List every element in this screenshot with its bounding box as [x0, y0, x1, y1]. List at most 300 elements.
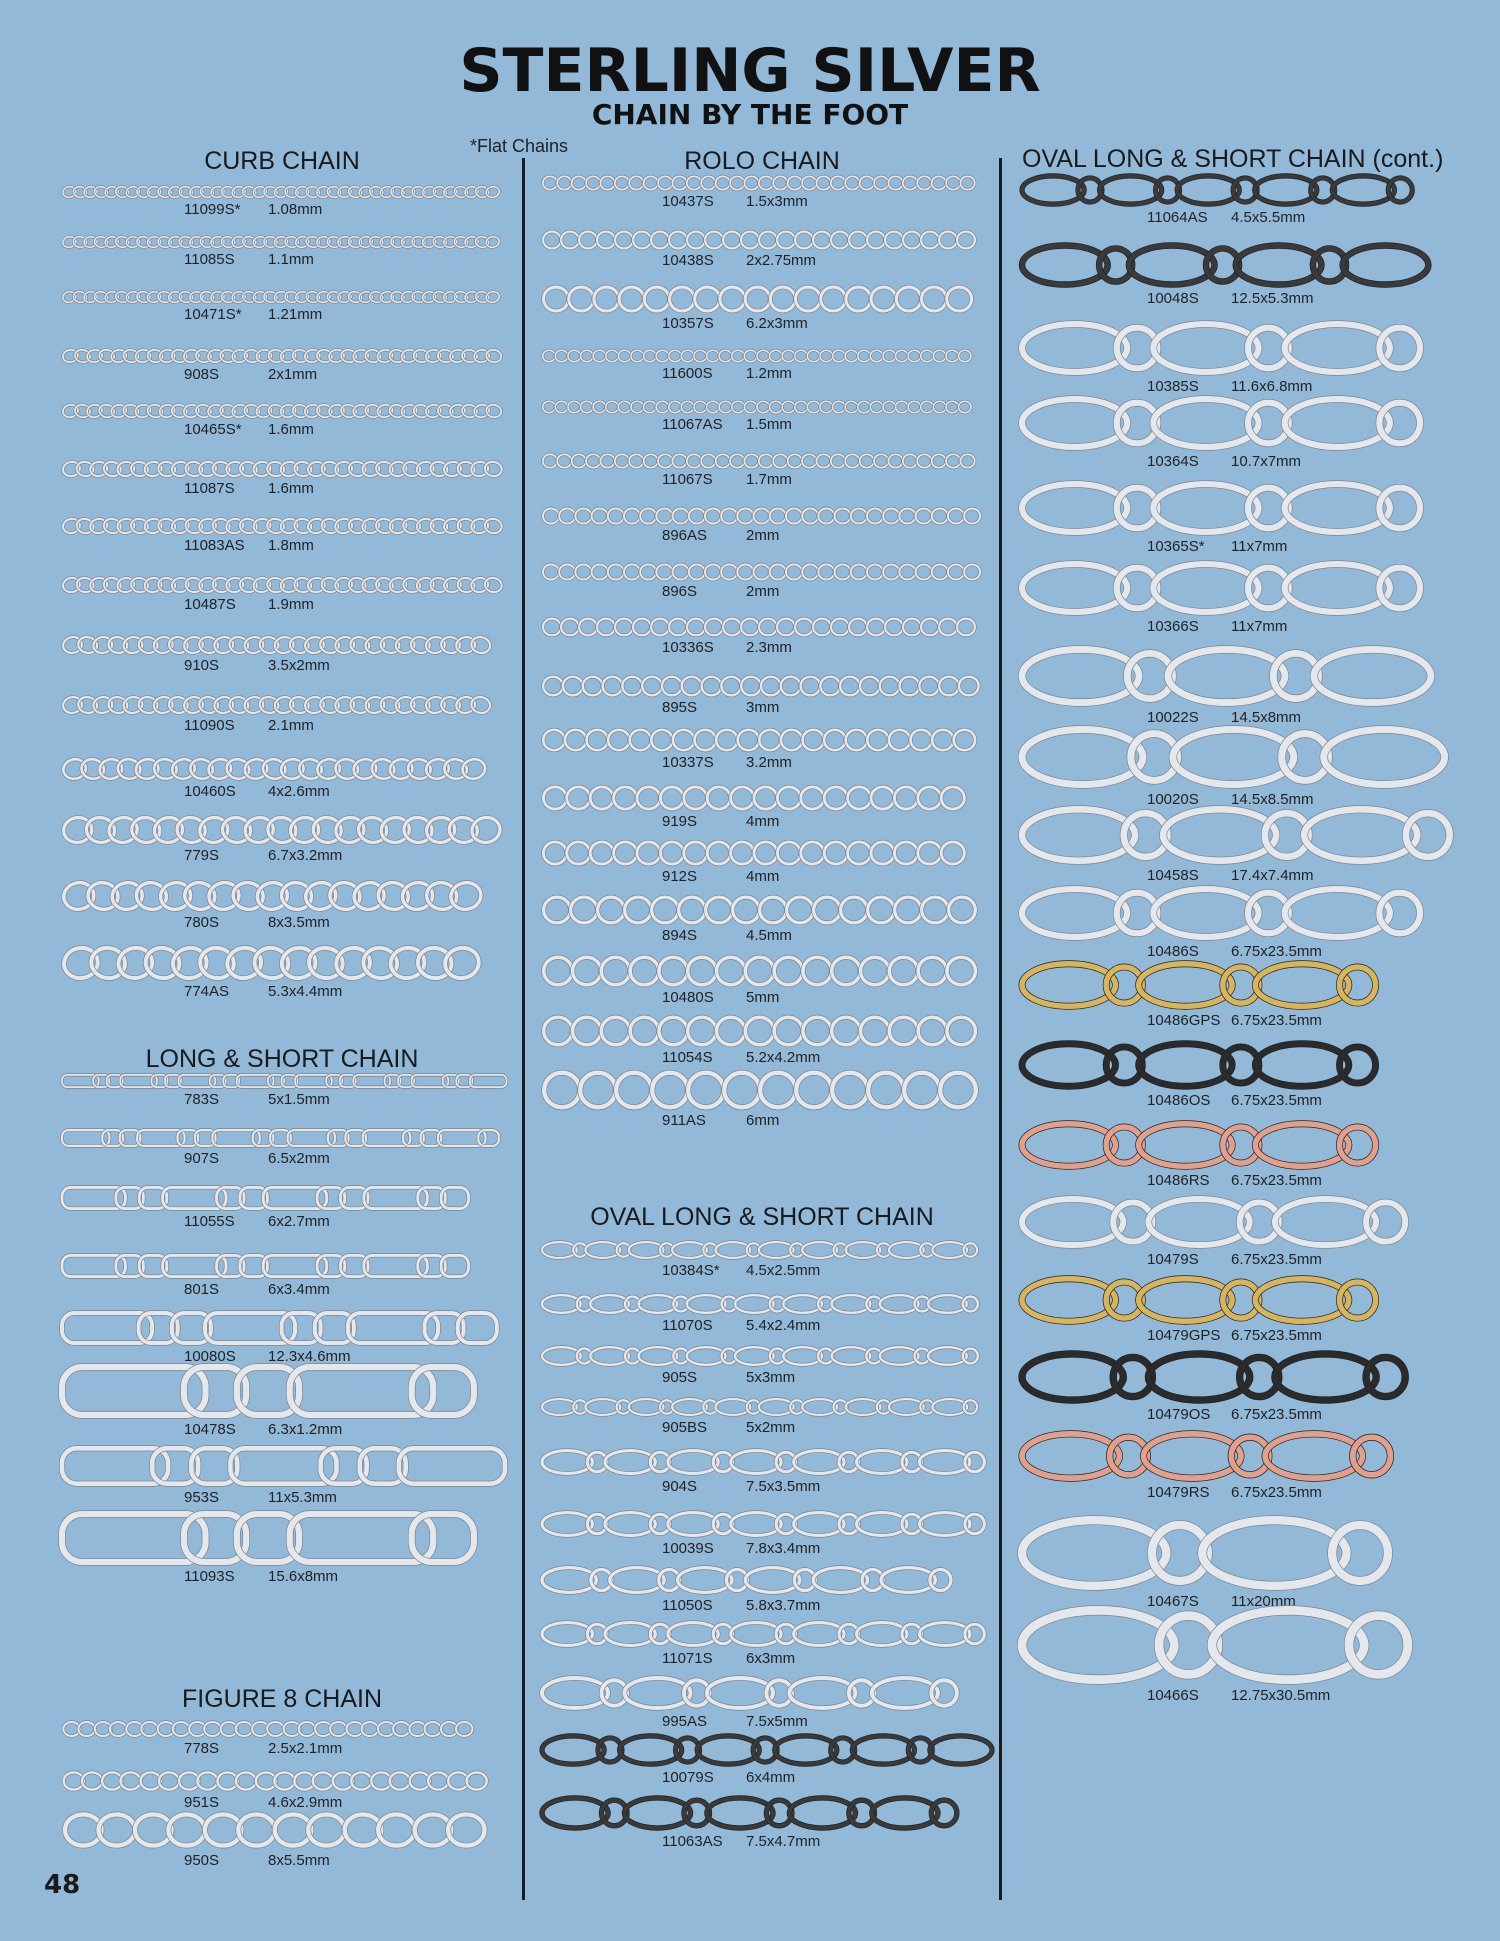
item-size: 3mm: [746, 699, 780, 716]
chain-link: [860, 677, 880, 696]
chain-link: [744, 176, 758, 189]
chain-link: [957, 232, 975, 249]
chain-label: [662, 527, 779, 544]
chain-link: [1353, 1437, 1391, 1475]
chain-link: [567, 787, 590, 809]
chain-link: [835, 508, 851, 523]
chain-link: [603, 677, 623, 696]
chain-link: [770, 401, 782, 412]
item-size: 7.8x3.4mm: [746, 1540, 821, 1557]
chain-link: [615, 232, 633, 249]
chain-link: [1236, 246, 1322, 285]
chain-link: [919, 1513, 969, 1536]
chain-label: [662, 1769, 795, 1786]
chain-link: [1304, 809, 1417, 860]
chain-link: [719, 350, 731, 361]
chain-link: [681, 350, 693, 361]
section-heading: FIGURE 8 CHAIN: [181, 1685, 383, 1713]
chain-link: [694, 350, 706, 361]
chain-swatch: [542, 840, 982, 866]
chain-links: [542, 1399, 977, 1415]
chain-label: [184, 366, 317, 383]
chain-link: [807, 350, 819, 361]
item-size: 7.5x4.7mm: [746, 1833, 821, 1850]
chain-link: [918, 957, 946, 984]
chain-link: [754, 787, 777, 809]
chain-link: [930, 1736, 992, 1764]
item-size: 8x3.5mm: [268, 914, 330, 931]
chain-swatch: [542, 728, 982, 752]
item-size: 2x2.75mm: [746, 252, 817, 269]
chain-link: [1366, 1202, 1405, 1241]
chain-link: [543, 730, 564, 750]
chain-label: [662, 583, 779, 600]
section-heading: OVAL LONG & SHORT CHAIN (cont.): [1022, 145, 1444, 173]
chain-link: [673, 508, 689, 523]
chain-link: [1275, 1199, 1376, 1245]
chain-links: [64, 1772, 487, 1789]
chain-link: [559, 508, 575, 523]
item-size: 1.1mm: [268, 251, 314, 268]
chain-link: [903, 232, 921, 249]
chain-links: [1022, 324, 1420, 372]
chain-links: [1022, 246, 1428, 285]
chain-label: [662, 1049, 820, 1066]
chain-swatch: [542, 895, 982, 925]
chain-link: [1153, 889, 1258, 937]
item-size: 6x3mm: [746, 1650, 796, 1667]
chain-link: [960, 176, 974, 189]
chain-swatch: [542, 1240, 982, 1260]
chain-link: [1339, 1047, 1375, 1083]
chain-link: [601, 957, 629, 984]
chain-link: [894, 842, 917, 864]
chain-link: [1139, 1044, 1233, 1087]
chain-swatch: [62, 235, 502, 249]
chain-link: [802, 508, 818, 523]
chain-link: [832, 1073, 868, 1108]
chain-links: [62, 1448, 505, 1483]
chain-link: [730, 454, 744, 467]
chain-link: [586, 454, 600, 467]
item-sku: 919S: [662, 813, 698, 830]
chain-swatch: [1022, 1430, 1440, 1482]
chain-link: [857, 1513, 907, 1536]
chain-links: [62, 1130, 499, 1146]
chain-link: [824, 730, 845, 750]
item-sku: 10438S: [662, 252, 714, 269]
chain-link: [668, 1451, 718, 1474]
chain-label: [1147, 943, 1322, 960]
chain-swatch: [1022, 320, 1440, 376]
chain-links: [1022, 1124, 1376, 1167]
chain-link: [889, 730, 910, 750]
chain-link: [919, 1451, 969, 1474]
chain-link: [880, 677, 900, 696]
chain-label: [1147, 867, 1314, 884]
item-sku: 10486GPS: [1147, 1012, 1221, 1029]
chain-link: [720, 287, 745, 311]
chain-link: [1022, 324, 1127, 372]
item-size: 5.3x4.4mm: [268, 983, 343, 1000]
chain-link: [813, 619, 831, 636]
chain-swatch: [62, 1510, 502, 1566]
catalog-column-2: [542, 145, 982, 1885]
chain-links: [1022, 1354, 1405, 1400]
chain-links: [543, 508, 980, 523]
chain-swatch: [62, 757, 502, 781]
chain-link: [721, 564, 737, 579]
item-size: 12.5x5.3mm: [1231, 290, 1314, 307]
chain-label: [662, 639, 792, 656]
item-sku: 10458S: [1147, 867, 1199, 884]
chain-link: [883, 508, 899, 523]
chain-link: [687, 619, 705, 636]
chain-link: [851, 508, 867, 523]
item-size: 6.75x23.5mm: [1231, 1172, 1322, 1189]
chain-label: [184, 717, 314, 734]
chain-link: [660, 842, 683, 864]
chain-links: [62, 517, 503, 534]
chain-label: [184, 596, 314, 613]
chain-link: [587, 730, 608, 750]
chain-swatch: [1022, 1275, 1440, 1325]
chain-label: [662, 252, 816, 269]
chain-link: [1314, 649, 1431, 702]
chain-swatch: [62, 460, 502, 478]
chain-link: [1379, 893, 1420, 934]
chain-label: [662, 1317, 820, 1334]
chain-link: [1139, 964, 1233, 1007]
chain-swatch: [542, 1510, 982, 1538]
chain-link: [795, 232, 813, 249]
chain-link: [1349, 1616, 1408, 1675]
chain-link: [571, 897, 598, 923]
chain-link: [959, 401, 971, 412]
chain-link: [881, 1568, 935, 1593]
chain-links: [543, 730, 975, 750]
chain-links: [543, 454, 975, 467]
chain-link: [840, 677, 860, 696]
item-sku: 801S: [184, 1281, 220, 1298]
chain-link: [903, 619, 921, 636]
chain-link: [820, 677, 840, 696]
chain-link: [921, 232, 939, 249]
chain-link: [606, 401, 618, 412]
chain-label: [184, 537, 314, 554]
chain-link: [1153, 484, 1258, 532]
chain-link: [1022, 1279, 1116, 1322]
chain-link: [555, 401, 567, 412]
chain-link-shadow: [442, 945, 481, 981]
item-size: 2mm: [746, 583, 780, 600]
chain-links: [62, 695, 492, 714]
chain-link: [1255, 1044, 1349, 1087]
chain-link: [581, 401, 593, 412]
chain-link: [543, 842, 566, 864]
chain-label: [662, 1112, 779, 1129]
chain-link: [723, 619, 741, 636]
chain-link: [928, 1347, 967, 1365]
chain-link: [761, 677, 781, 696]
chain-link: [818, 508, 834, 523]
chain-link: [777, 842, 800, 864]
chain-link: [940, 1073, 976, 1108]
chain-link: [1379, 488, 1420, 529]
chain-link: [702, 677, 722, 696]
item-size: 17.4x7.4mm: [1231, 867, 1314, 884]
chain-link: [590, 842, 613, 864]
chain-label: [1147, 1172, 1322, 1189]
chain-links: [542, 1513, 984, 1536]
chain-link: [543, 232, 561, 249]
chain-link: [782, 401, 794, 412]
chain-link: [861, 1017, 889, 1044]
chain-link: [922, 897, 949, 923]
chain-link: [1285, 324, 1390, 372]
chain-link: [871, 787, 894, 809]
item-sku: 908S: [184, 366, 220, 383]
chain-link: [939, 232, 957, 249]
item-sku: 11050S: [662, 1597, 713, 1614]
chain-link: [689, 508, 705, 523]
item-sku: 10466S: [1147, 1687, 1199, 1704]
chain-link: [849, 619, 867, 636]
chain-link: [694, 401, 706, 412]
chain-swatch: [542, 453, 982, 469]
chain-link: [896, 401, 908, 412]
chain-link: [707, 787, 730, 809]
chain-link: [1022, 1354, 1123, 1400]
chain-link: [848, 787, 871, 809]
item-sku: 10366S: [1147, 618, 1199, 635]
chain-label: [184, 1489, 337, 1506]
chain-link: [783, 1295, 822, 1313]
item-sku: 10465S*: [184, 421, 242, 438]
page-number: 48: [44, 1870, 81, 1900]
chain-swatch: [542, 1448, 982, 1476]
chain-links: [1022, 730, 1445, 785]
chain-link: [593, 350, 605, 361]
chain-label: [662, 1478, 820, 1495]
chain-swatch: [542, 563, 982, 581]
chain-link: [872, 1678, 938, 1708]
item-size: 6.75x23.5mm: [1231, 1484, 1322, 1501]
chain-link: [631, 401, 643, 412]
chain-label: [662, 1262, 820, 1279]
chain-swatch: [62, 815, 502, 845]
chain-link: [871, 842, 894, 864]
chain-links: [1022, 1434, 1390, 1478]
chain-link: [544, 957, 572, 984]
chain-link: [903, 454, 917, 467]
chain-links: [544, 1017, 976, 1044]
chain-link: [601, 1017, 629, 1044]
chain-link: [716, 454, 730, 467]
chain-label: [184, 306, 322, 323]
item-size: 6.75x23.5mm: [1231, 1012, 1322, 1029]
chain-link: [960, 454, 974, 467]
chain-link: [922, 287, 947, 311]
chain-link: [1022, 1199, 1123, 1245]
chain-links: [542, 1798, 957, 1828]
chain-swatch: [1022, 480, 1440, 536]
item-size: 4mm: [746, 813, 780, 830]
chain-links: [543, 176, 975, 189]
item-size: 11.6x6.8mm: [1231, 378, 1313, 395]
chain-links: [62, 1187, 469, 1208]
item-sku: 11067AS: [662, 416, 723, 433]
chain-link: [575, 508, 591, 523]
chain-link: [672, 176, 686, 189]
chain-link: [870, 401, 882, 412]
chain-link: [731, 787, 754, 809]
chain-link: [542, 1451, 592, 1474]
chain-links: [1022, 649, 1431, 702]
chain-label: [1147, 1092, 1322, 1109]
chain-links: [544, 1073, 976, 1108]
item-size: 4.5mm: [746, 927, 792, 944]
column-divider: [522, 158, 525, 1900]
item-sku: 780S: [184, 914, 220, 931]
chain-link: [1139, 1279, 1233, 1322]
chain-links: [1022, 809, 1450, 860]
chain-link-shadow: [484, 576, 503, 593]
chain-links: [542, 1295, 978, 1313]
chain-link: [813, 232, 831, 249]
chain-swatch: [542, 1345, 982, 1367]
chain-link: [831, 232, 849, 249]
item-size: 1.5mm: [746, 416, 792, 433]
chain-link: [637, 787, 660, 809]
chain-link: [917, 454, 931, 467]
chain-links: [62, 236, 500, 249]
chain-link: [918, 842, 941, 864]
chain-link: [803, 1017, 831, 1044]
item-size: 12.75x30.5mm: [1231, 1687, 1331, 1704]
chain-link: [1285, 399, 1390, 447]
chain-link: [544, 287, 569, 311]
chain-links: [62, 403, 503, 418]
item-size: 6x4mm: [746, 1769, 796, 1786]
chain-link: [1022, 1610, 1174, 1679]
chain-link: [695, 287, 720, 311]
chain-label: [1147, 1012, 1322, 1029]
chain-link: [543, 350, 555, 361]
chain-link: [773, 454, 787, 467]
item-sku: 10479OS: [1147, 1406, 1211, 1423]
chain-link: [737, 508, 753, 523]
item-sku: 10479RS: [1147, 1484, 1210, 1501]
chain-links: [543, 564, 980, 579]
chain-link: [946, 454, 960, 467]
chain-link: [919, 1623, 969, 1646]
chain-link: [624, 564, 640, 579]
item-sku: 10357S: [662, 315, 714, 332]
chain-link: [931, 1680, 957, 1706]
chain-link: [899, 564, 915, 579]
chain-swatch: [62, 880, 502, 912]
chain-link: [1255, 1124, 1349, 1167]
item-size: 2.3mm: [746, 639, 792, 656]
chain-links: [62, 186, 500, 199]
chain-swatch: [542, 1397, 982, 1417]
chain-links: [1022, 964, 1376, 1007]
chain-swatch: [1022, 805, 1440, 865]
item-size: 3.5x2mm: [268, 657, 330, 674]
item-sku: 11055S: [184, 1213, 235, 1230]
chain-link-shadow: [470, 635, 492, 654]
chain-link: [717, 1017, 745, 1044]
chain-swatch: [1022, 1350, 1440, 1404]
chain-link: [770, 287, 795, 311]
chain-links: [62, 460, 503, 477]
page-title: STERLING SILVER: [459, 36, 1041, 106]
chain-link: [625, 897, 652, 923]
chain-link: [731, 1513, 781, 1536]
chain-link: [642, 677, 662, 696]
chain-label: [184, 480, 314, 497]
chain-link: [1022, 964, 1116, 1007]
chain-label: [1147, 378, 1312, 395]
chain-link: [644, 401, 656, 412]
chain-link: [543, 619, 561, 636]
chain-swatch: [542, 785, 982, 811]
item-size: 5.4x2.4mm: [746, 1317, 821, 1334]
item-size: 5x2mm: [746, 1419, 796, 1436]
chain-label: [184, 1568, 338, 1585]
item-sku: 11067S: [662, 471, 713, 488]
chain-links: [62, 1313, 497, 1343]
chain-link: [579, 232, 597, 249]
chain-link: [813, 1568, 867, 1593]
item-sku: 995AS: [662, 1713, 708, 1730]
chain-link: [735, 1295, 774, 1313]
chain-label: [184, 1852, 330, 1869]
chain-link: [600, 454, 614, 467]
chain-link: [1379, 328, 1420, 369]
chain-link: [777, 232, 795, 249]
chain-link: [1255, 176, 1317, 204]
chain-link: [705, 232, 723, 249]
chain-link: [802, 454, 816, 467]
chain-link: [575, 564, 591, 579]
chain-label: [1147, 709, 1301, 726]
item-size: 6mm: [746, 1112, 780, 1129]
chain-links: [62, 1367, 474, 1415]
chain-link: [542, 1798, 608, 1828]
chain-link-shadow: [412, 1514, 474, 1562]
chain-link: [883, 401, 895, 412]
chain-links: [62, 1255, 469, 1276]
chain-label: [184, 914, 330, 931]
chain-swatch: [62, 695, 502, 715]
chain-swatch: [62, 403, 502, 419]
chain-link: [1168, 649, 1285, 702]
item-sku: 951S: [184, 1794, 220, 1811]
chain-links: [61, 945, 481, 981]
section-heading: OVAL LONG & SHORT CHAIN: [590, 1203, 934, 1231]
chain-link: [1255, 1279, 1349, 1322]
chain-label: [1147, 538, 1287, 555]
chain-link: [845, 401, 857, 412]
chain-link-shadow: [399, 1448, 505, 1483]
chain-link: [1022, 246, 1108, 285]
page-subtitle: CHAIN BY THE FOOT: [591, 98, 909, 131]
item-sku: 10486RS: [1147, 1172, 1210, 1189]
chain-link: [597, 619, 615, 636]
chain-link: [744, 401, 756, 412]
